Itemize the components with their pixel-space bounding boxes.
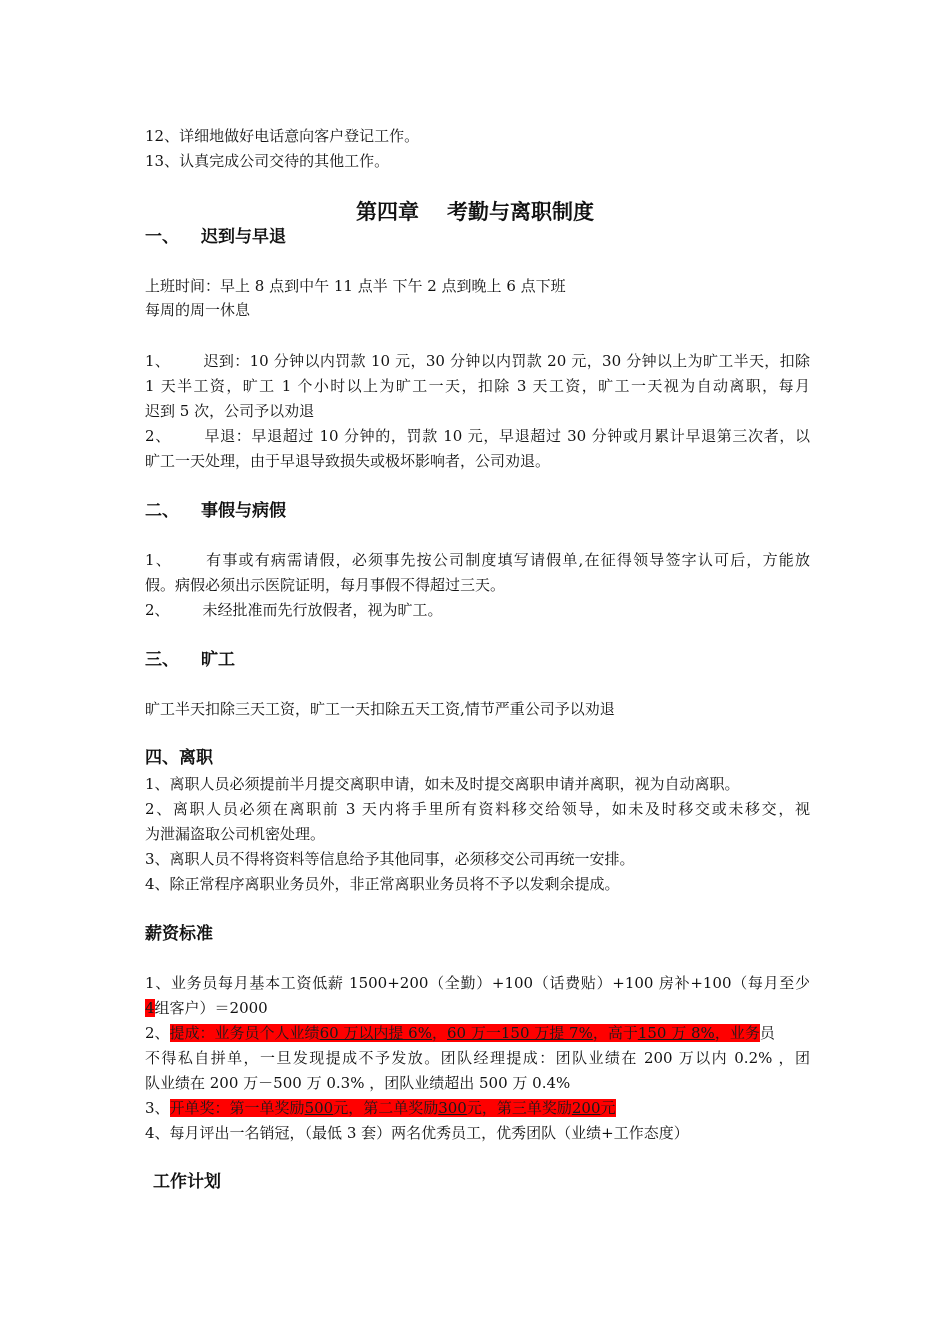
work-hours: 上班时间：早上 8 点到中午 11 点半 下午 2 点到晚上 6 点下班 bbox=[145, 277, 566, 295]
list-item-13: 13、认真完成公司交待的其他工作。 bbox=[145, 152, 390, 170]
highlighted-text: 4 bbox=[145, 999, 155, 1017]
salary-rule-2-line-2: 不得私自拼单，一旦发现提成不予发放。团队经理提成：团队业绩在 200 万以内 0.2% ，团 bbox=[145, 1049, 810, 1067]
leave-rule-2-text: 未经批准而先行放假者，视为旷工。 bbox=[202, 601, 443, 619]
late-rule-line-1 bbox=[145, 351, 810, 371]
salary-rule-3 bbox=[145, 1098, 810, 1118]
section-number: 一、 bbox=[145, 227, 179, 247]
item-number: 3、 bbox=[145, 1099, 170, 1117]
resignation-rule-3: 3、离职人员不得将资料等信息给予其他同事，必须移交公司再统一安排。 bbox=[145, 850, 635, 868]
late-rule-line-3: 迟到 5 次，公司予以劝退 bbox=[145, 402, 315, 420]
bonus-amount-1: 500 bbox=[304, 1099, 334, 1117]
section-title: 旷工 bbox=[201, 650, 235, 670]
salary-rule-2-line-3: 队业绩在 200 万－500 万 0.3% ，团队业绩超出 500 万 0.4% bbox=[145, 1074, 571, 1092]
leave-rule-2 bbox=[145, 600, 810, 620]
resignation-rule-2-line-1: 2、离职人员必须在离职前 3 天内将手里所有资料移交给领导，如未及时移交或未移交，视 bbox=[145, 800, 810, 818]
separator: ，业务 bbox=[714, 1024, 760, 1042]
salary-rule-1-line-1: 1、业务员每月基本工资低薪 1500+200（全勤）+100（话费贴）+100 房补+100（每月至少 bbox=[145, 974, 810, 992]
leave-rule-text: 有事或有病需请假，必须事先按公司制度填写请假单,在征得领导签字认可后，方能放 bbox=[204, 551, 810, 569]
section-heading-resignation: 四、离职 bbox=[145, 748, 213, 768]
salary-heading: 薪资标准 bbox=[145, 924, 213, 944]
salary-rule-1-line-2 bbox=[145, 998, 810, 1018]
section-title: 事假与病假 bbox=[201, 501, 286, 521]
commission-tier-2: 60 万一150 万提 7% bbox=[447, 1024, 593, 1042]
list-item-12: 12、详细地做好电话意向客户登记工作。 bbox=[145, 127, 420, 145]
section-title: 迟到与早退 bbox=[201, 227, 286, 247]
bonus-label: 开单奖：第一单奖励 bbox=[169, 1099, 305, 1117]
late-rule-text: 迟到：10 分钟以内罚款 10 元，30 分钟以内罚款 20 元，30 分钟以上为旷工半天，扣除 bbox=[203, 352, 810, 370]
separator: ，高于 bbox=[592, 1024, 638, 1042]
salary-rule-2-line-1 bbox=[145, 1023, 810, 1043]
resignation-rule-2-line-2: 为泄漏盗取公司机密处理。 bbox=[145, 825, 326, 843]
work-plan-heading: 工作计划 bbox=[153, 1172, 221, 1192]
resignation-rule-1: 1、离职人员必须提前半月提交离职申请，如未及时提交离职申请并离职，视为自动离职。 bbox=[145, 775, 740, 793]
salary-rule-4: 4、每月评出一名销冠，（最低 3 套）两名优秀员工，优秀团队（业绩+工作态度） bbox=[145, 1124, 689, 1142]
chapter-number: 第四章 bbox=[356, 199, 419, 224]
section-heading-leave bbox=[145, 501, 810, 521]
chapter-title: 考勤与离职制度 bbox=[447, 199, 594, 224]
section-number: 三、 bbox=[145, 650, 179, 670]
leave-rule-line-2: 假。病假必须出示医院证明，每月事假不得超过三天。 bbox=[145, 576, 506, 594]
commission-tier-1: 60 万以内提 6% bbox=[319, 1024, 432, 1042]
commission-label: 提成：业务员个人业绩 bbox=[169, 1024, 320, 1042]
early-rule-text: 早退：早退超过 10 分钟的，罚款 10 元，早退超过 30 分钟或月累计早退第三次者，以 bbox=[203, 427, 810, 445]
item-number: 2、 bbox=[145, 427, 171, 445]
commission-tier-3: 150 万 8% bbox=[637, 1024, 715, 1042]
bonus-label-3: 元，第三单奖励 bbox=[466, 1099, 572, 1117]
early-rule-line-1 bbox=[145, 426, 810, 446]
item-number: 1、 bbox=[145, 352, 171, 370]
absence-rule: 旷工半天扣除三天工资，旷工一天扣除五天工资,情节严重公司予以劝退 bbox=[145, 700, 615, 718]
early-rule-line-2: 旷工一天处理，由于早退导致损失或极坏影响者，公司劝退。 bbox=[145, 452, 551, 470]
section-heading-absence bbox=[145, 650, 810, 670]
separator: ， bbox=[431, 1024, 447, 1042]
bonus-unit: 元 bbox=[600, 1099, 616, 1117]
bonus-amount-3: 200 bbox=[571, 1099, 601, 1117]
item-number: 2、 bbox=[145, 1024, 170, 1042]
salary-rule-1-tail: 组客户）＝2000 bbox=[154, 999, 268, 1017]
leave-rule-line-1 bbox=[145, 550, 810, 570]
bonus-amount-2: 300 bbox=[438, 1099, 467, 1117]
section-number: 二、 bbox=[145, 501, 179, 521]
late-rule-line-2: 1 天半工资，旷工 1 个小时以上为旷工一天，扣除 3 天工资，旷工一天视为自动离职，每月 bbox=[145, 377, 810, 395]
highlighted-text bbox=[170, 1024, 760, 1042]
chapter-heading bbox=[0, 198, 950, 226]
item-number: 1、 bbox=[145, 551, 172, 569]
resignation-rule-4: 4、除正常程序离职业务员外，非正常离职业务员将不予以发剩余提成。 bbox=[145, 875, 620, 893]
item-number: 2、 bbox=[145, 601, 170, 619]
salary-rule-2-tail: 员 bbox=[759, 1024, 775, 1042]
highlighted-text bbox=[170, 1099, 616, 1117]
rest-day: 每周的周一休息 bbox=[145, 301, 251, 319]
bonus-label-2: 元，第二单奖励 bbox=[333, 1099, 439, 1117]
section-heading-late bbox=[145, 227, 810, 247]
